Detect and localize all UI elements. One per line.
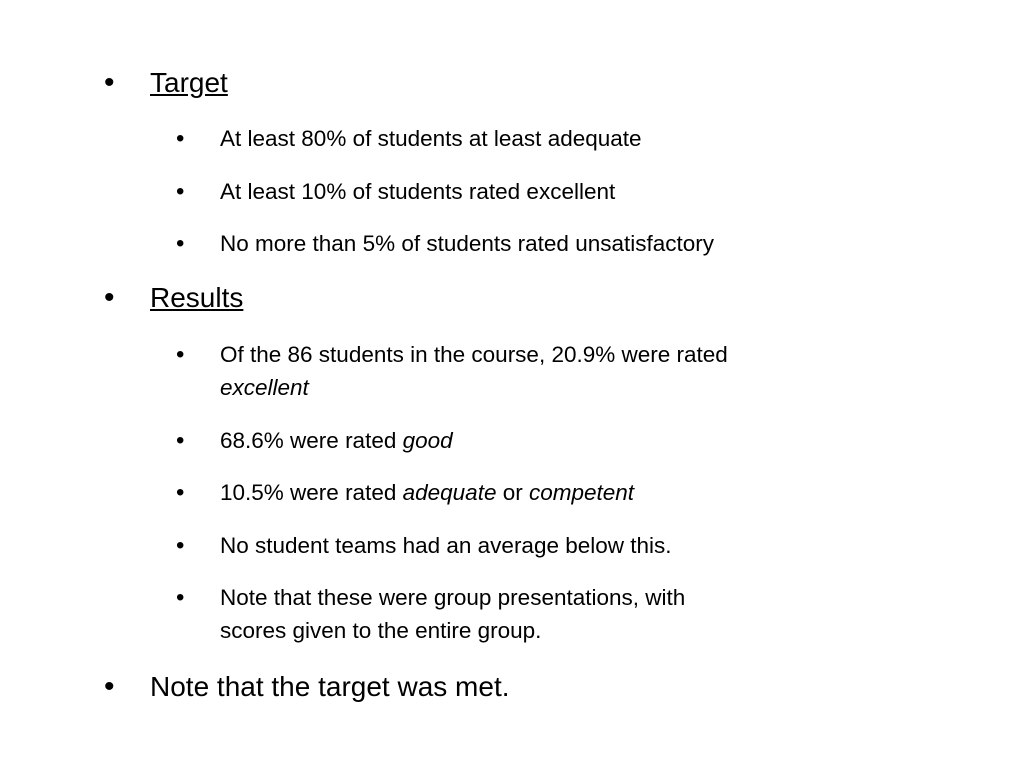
bullet-icon: • <box>176 584 185 611</box>
bullet-icon: • <box>176 230 185 257</box>
results-item-4-text: No student teams had an average below this. <box>220 533 672 558</box>
results-heading-item <box>104 281 244 315</box>
target-heading-item <box>104 66 228 100</box>
results-item-5-line2: scores given to the entire group. <box>220 618 542 643</box>
bullet-icon: • <box>176 479 185 506</box>
target-item-text: At least 80% of students at least adequate <box>220 126 642 151</box>
results-item-4 <box>176 529 672 562</box>
results-item-1 <box>176 338 728 404</box>
target-item-text: At least 10% of students rated excellent <box>220 179 616 204</box>
results-heading: Results <box>150 282 244 313</box>
bullet-icon: • <box>104 66 115 99</box>
results-item-1-line1: Of the 86 students in the course, 20.9% were rated <box>220 342 728 367</box>
bullet-icon: • <box>176 341 185 368</box>
results-item-2 <box>176 424 453 457</box>
bullet-icon: • <box>176 178 185 205</box>
bullet-icon: • <box>176 532 185 559</box>
target-item-1 <box>176 122 642 155</box>
results-item-5 <box>176 581 686 647</box>
target-item-3 <box>176 227 715 260</box>
target-item-2 <box>176 175 616 208</box>
results-item-3-italic-1: adequate <box>402 480 497 505</box>
results-item-2-italic: good <box>402 428 453 453</box>
bullet-icon: • <box>104 670 115 703</box>
bullet-icon: • <box>176 125 185 152</box>
bullet-icon: • <box>104 281 115 314</box>
results-item-3-mid: or <box>496 480 529 505</box>
results-item-5-line1: Note that these were group presentations, with <box>220 585 686 610</box>
bullet-icon: • <box>176 427 185 454</box>
conclusion-text: Note that the target was met. <box>150 671 510 702</box>
conclusion-item <box>104 670 510 704</box>
results-item-3-text: 10.5% were rated <box>220 480 403 505</box>
results-item-1-line2: excellent <box>220 375 309 400</box>
target-item-text: No more than 5% of students rated unsatisfactory <box>220 231 715 256</box>
target-heading: Target <box>150 67 228 98</box>
results-item-3-italic-2: competent <box>528 480 635 505</box>
results-item-2-text: 68.6% were rated <box>220 428 403 453</box>
results-item-3 <box>176 476 635 509</box>
